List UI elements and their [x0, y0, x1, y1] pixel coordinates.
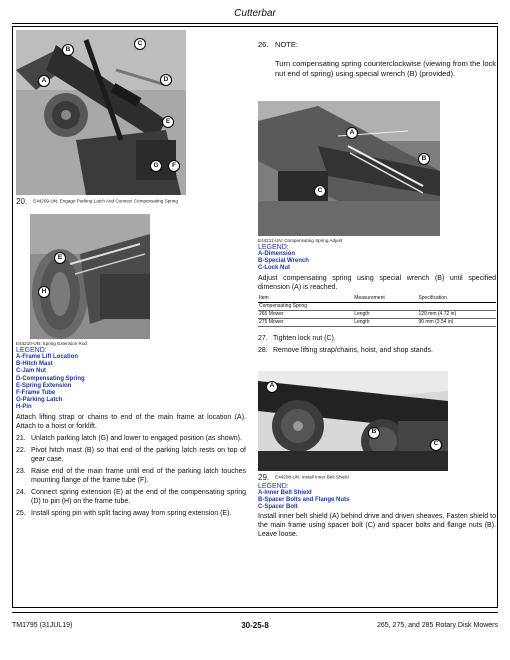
callout-c: C: [430, 439, 442, 451]
intro-paragraph: Attach lifting strap or chains to end of the main frame at location (A). Attach to a hoist or forklift.: [16, 413, 246, 430]
legend-item: C-Spacer Bolt: [258, 504, 298, 511]
legend-item: B-Special Wrench: [258, 258, 309, 265]
figure-caption: 20. E44209-UN: Engage Parking Latch And Connect Compensating Spring: [16, 197, 178, 206]
callout-d: D: [160, 74, 172, 86]
legend-item: F-Frame Tube: [16, 390, 56, 397]
final-paragraph: Install inner belt shield (A) behind drive and driven sheaves. Fasten shield to the main frame using spacer bolt (C) and spacer bolts and flange nuts (B). Leave loose.: [258, 513, 496, 539]
callout-b: B: [368, 427, 380, 439]
legend-item: D-Compensating Spring: [16, 375, 85, 382]
step-item: 27. Tighten lock nut (C).: [258, 334, 336, 342]
step-number: 20.: [16, 197, 28, 206]
legend-list: [16, 354, 246, 412]
step-item: 28. Remove lifting strap/chains, hoist, and shop stands.: [258, 346, 433, 354]
page-header: [12, 8, 498, 24]
table-row: 275 Mower Length 90 mm (3.54 in): [258, 318, 496, 326]
note-heading: 26. NOTE:: [258, 40, 298, 49]
legend-item: A-Inner Belt Shield: [258, 489, 312, 496]
legend-item: C-Lock Nut: [258, 265, 290, 272]
legend-item: A-Frame Lift Location: [16, 354, 79, 360]
figure-spring-adjust-photo: [258, 101, 440, 236]
note-text: Turn compensating spring counterclockwise (viewing from the lock nut end of spring) using special wrench (B) (provided).: [275, 59, 496, 78]
step-item: 24. Connect spring extension (E) at the end of the compensating spring (D) to pin (H) on the frame tube.: [16, 488, 246, 505]
legend-item: H-Pin: [16, 404, 32, 411]
right-column: [258, 30, 496, 539]
legend-title: LEGEND:: [258, 482, 289, 490]
spec-table-header: Item Measurement Specification: [258, 295, 496, 303]
figure-belt-shield-photo: [258, 371, 448, 471]
callout-c: C: [314, 185, 326, 197]
step-item: 25. Install spring pin with split facing away from spring extension (E).: [16, 509, 232, 517]
legend-item: A-Dimension: [258, 251, 296, 257]
legend-item: B-Spacer Bolts and Flange Nuts: [258, 496, 350, 503]
figure-caption: E44211-UN: Compensating Spring Adjust: [258, 238, 343, 243]
page-number: 30-25-8: [241, 621, 269, 630]
callout-h: H: [38, 286, 50, 298]
step-item: 21. Unlatch parking latch (G) and lower to engaged position (as shown).: [16, 434, 242, 442]
step-item: 22. Pivot hitch mast (B) so that end of the parking latch rests on top of gear case.: [16, 446, 246, 463]
callout-a: A: [346, 127, 358, 139]
spec-table-section: Compensating Spring: [258, 302, 496, 310]
callout-c: C: [134, 38, 146, 50]
manual-title: 265, 275, and 285 Rotary Disk Mowers: [376, 622, 498, 629]
callout-f: F: [168, 160, 180, 172]
left-column: [16, 30, 246, 518]
callout-b: B: [418, 153, 430, 165]
table-row: 265 Mower Length 120 mm (4.72 in): [258, 310, 496, 318]
legend-title: LEGEND:: [16, 347, 47, 354]
legend-item: C-Jam Nut: [16, 368, 47, 375]
legend-item: B-Hitch Mast: [16, 361, 53, 368]
doc-number: TM1795 (31JUL19): [12, 622, 73, 629]
figure-caption: E44210-UN: Spring Extension Rod: [16, 341, 87, 346]
adjust-paragraph: Adjust compensating spring using special wrench (B) until specified dimension (A) is reached.: [258, 274, 496, 291]
spec-table: [258, 295, 496, 327]
legend-item: G-Parking Latch: [16, 397, 63, 404]
legend-title: LEGEND:: [258, 244, 289, 251]
callout-e: E: [54, 252, 66, 264]
legend-item: E-Spring Extension: [16, 382, 72, 389]
callout-a: A: [266, 381, 278, 393]
figure-hitch-photo: [16, 30, 186, 195]
header-title: Cutterbar: [234, 8, 276, 19]
figure-spring-rod-photo: [30, 214, 150, 339]
callout-g: G: [150, 160, 162, 172]
figure-caption: 29. E44208-UN: Install Inner Belt Shield: [258, 472, 349, 482]
step-item: 23. Raise end of the main frame until end of the parking latch touches mounting flange of the frame tube (F).: [16, 467, 246, 484]
page-footer: [12, 612, 498, 642]
callout-a: A: [38, 75, 50, 87]
callout-e: E: [162, 116, 174, 128]
step-number: 29.: [258, 472, 270, 482]
callout-b: B: [62, 44, 74, 56]
